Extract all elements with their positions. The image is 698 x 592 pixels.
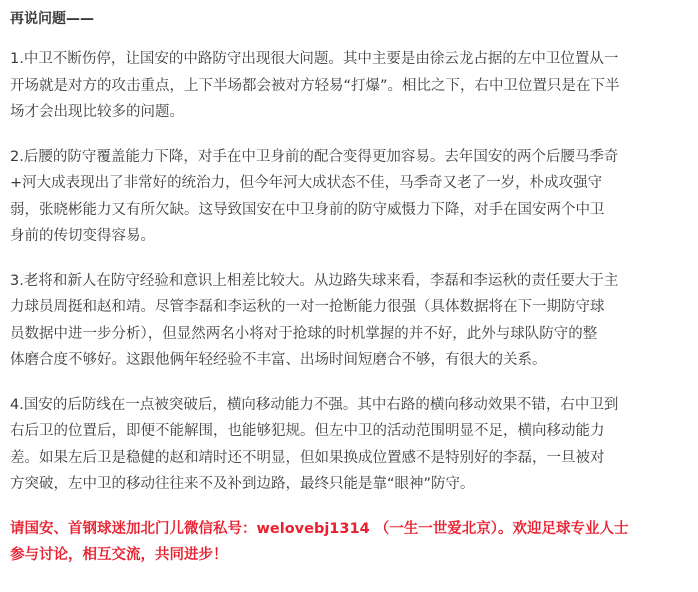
paragraph-line: 员数据中进一步分析），但显然两名小将对于抢球的时机掌握的并不好，此外与球队防守的整 bbox=[10, 325, 598, 342]
cta-line: 请国安、首钢球迷加北门儿微信私号：welovebj1314 （一生一世爱北京）。欢迎足球专业人士 bbox=[10, 520, 629, 537]
cta-line: 参与讨论，相互交流，共同进步！ bbox=[10, 547, 228, 563]
paragraph-4 bbox=[10, 392, 690, 498]
paragraph-line: +河大成表现出了非常好的统治力，但今年河大成状态不佳，马季奇又老了一岁，朴成攻强守 bbox=[10, 175, 603, 191]
paragraph-line: 1.中卫不断伤停，让国安的中路防守出现很大问题。其中主要是由徐云龙占据的左中卫位置从一 bbox=[10, 51, 619, 67]
section-heading: 再说问题—— bbox=[10, 11, 94, 27]
article-body bbox=[10, 9, 690, 569]
paragraph-line: 3.老将和新人在防守经验和意识上相差比较大。从边路失球来看，李磊和李运秋的责任要大于主 bbox=[10, 272, 619, 289]
paragraph-3 bbox=[10, 268, 690, 374]
paragraph-line: 体磨合度不够好。这跟他俩年轻经验不丰富、出场时间短磨合不够，有很大的关系。 bbox=[10, 352, 547, 368]
paragraph-line: 开场就是对方的攻击重点，上下半场都会被对方轻易“打爆”。相比之下，右中卫位置只是在下半 bbox=[10, 77, 620, 94]
paragraph-line: 右后卫的位置后，即便不能解围，也能够犯规。但左中卫的活动范围明显不足，横向移动能力 bbox=[10, 423, 605, 439]
paragraph-line: 方突破，左中卫的移动往往来不及补到边路，最终只能是靠“眼神”防守。 bbox=[10, 476, 475, 492]
paragraph-1 bbox=[10, 46, 690, 126]
paragraph-line: 4.国安的后防线在一点被突破后，横向移动能力不强。其中右路的横向移动效果不错，右中卫到 bbox=[10, 396, 619, 413]
paragraph-2 bbox=[10, 144, 690, 250]
paragraph-line: 2.后腰的防守覆盖能力下降，对手在中卫身前的配合变得更加容易。去年国安的两个后腰马季奇 bbox=[10, 148, 619, 165]
paragraph-line: 差。如果左后卫是稳健的赵和靖时还不明显，但如果换成位置感不是特别好的李磊，一旦被对 bbox=[10, 449, 605, 466]
paragraph-line: 身前的传切变得容易。 bbox=[10, 228, 155, 244]
paragraph-line: 力球员周挺和赵和靖。尽管李磊和李运秋的一对一抢断能力很强（具体数据将在下一期防守球 bbox=[10, 299, 605, 315]
wechat-call-to-action bbox=[10, 516, 690, 569]
paragraph-line: 场才会出现比较多的问题。 bbox=[10, 104, 184, 120]
paragraph-line: 弱，张晓彬能力又有所欠缺。这导致国安在中卫身前的防守威慑力下降，对手在国安两个中卫 bbox=[10, 201, 605, 218]
